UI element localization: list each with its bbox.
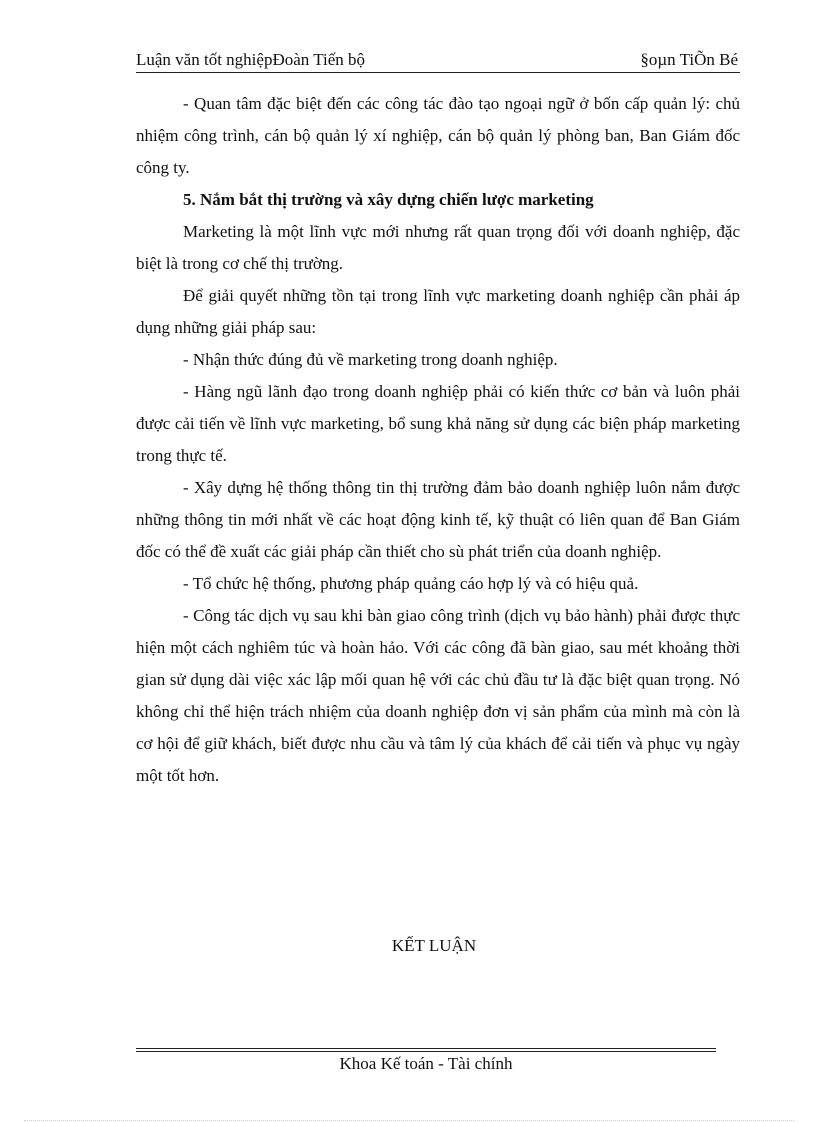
paragraph-information-system: - Xây dựng hệ thống thông tin thị trường đảm bảo doanh nghiệp luôn nắm được những thông tin mới nhất về các hoạt động kinh tế, kỹ thuật có liên quan để Ban Giám đốc có thể đề xuất các giải pháp cần thiết cho sù phát triển của doanh nghiệp. [136, 478, 740, 561]
page-header [136, 48, 740, 72]
paragraph-advertising: - Tổ chức hệ thống, phương pháp quảng cáo hợp lý và có hiệu quả. [183, 574, 639, 593]
paragraph-leadership: - Hàng ngũ lãnh đạo trong doanh nghiệp phải có kiến thức cơ bản và luôn phải được cải tiến về lĩnh vực marketing, bổ sung khả năng sử dụng các biện pháp marketing trong thực tế. [136, 382, 740, 465]
conclusion-title: KẾT LUẬN [391, 936, 477, 955]
body-text [136, 88, 740, 792]
section-heading-marketing: 5. Nắm bắt thị trường và xây dựng chiến lược marketing [183, 190, 594, 209]
page-edge-line [24, 1120, 794, 1121]
page-footer: Khoa Kế toán - Tài chính [339, 1054, 513, 1073]
header-author-name: §oµn TiÕn Bé [640, 50, 738, 69]
paragraph-awareness: - Nhận thức đúng đủ về marketing trong doanh nghiệp. [183, 350, 558, 369]
paragraph-after-sales: - Công tác dịch vụ sau khi bàn giao công trình (dịch vụ bảo hành) phải được thực hiện một cách nghiêm túc và hoàn hảo. Với các công đã bàn giao, sau mét khoảng thời gian sử dụng dài việc xác lập mối quan hệ với các chủ đầu tư là đặc biệt quan trọng. Nó không chỉ thể hiện trách nhiệm của doanh nghiệp đơn vị sản phẩm của mình mà còn là cơ hội để giữ khách, biết được nhu cầu và tâm lý của khách để cải tiến và phục vụ ngày một tốt hơn. [136, 606, 740, 785]
header-thesis-title: Luận văn tốt nghiệpĐoàn Tiến bộ [136, 50, 366, 69]
header-divider [136, 72, 740, 73]
paragraph-language-training: - Quan tâm đặc biệt đến các công tác đào tạo ngoại ngữ ở bốn cấp quản lý: chủ nhiệm công trình, cán bộ quản lý xí nghiệp, cán bộ quản lý phòng ban, Ban Giám đốc công ty. [136, 94, 740, 177]
footer-divider-bottom [136, 1051, 716, 1052]
paragraph-marketing-intro: Marketing là một lĩnh vực mới nhưng rất quan trọng đối với doanh nghiệp, đặc biệt là trong cơ chế thị trường. [136, 222, 740, 273]
paragraph-solutions-intro: Để giải quyết những tồn tại trong lĩnh vực marketing doanh nghiệp cần phải áp dụng những giải pháp sau: [136, 286, 740, 337]
footer-divider-top [136, 1048, 716, 1049]
